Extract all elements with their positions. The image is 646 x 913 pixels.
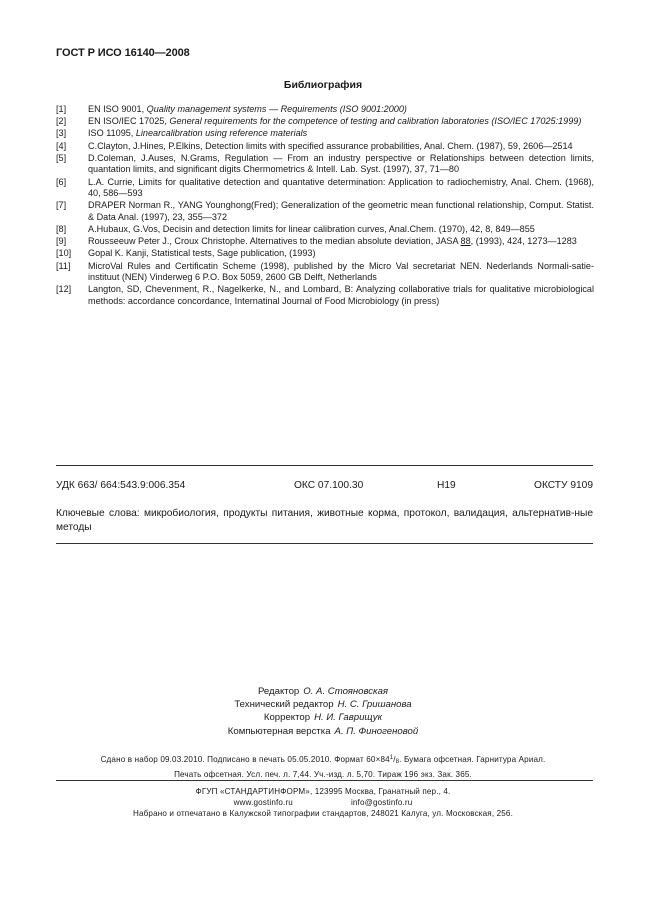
bibliography-item-text bbox=[88, 116, 594, 128]
oks-code: ОКС 07.100.30 bbox=[294, 480, 364, 491]
citation-text: EN ISO 9001, bbox=[88, 104, 147, 114]
bibliography-item-number: [2] bbox=[56, 116, 67, 127]
format-sup: 1 bbox=[389, 755, 394, 761]
citation-text: ISO 11095, bbox=[88, 128, 136, 139]
citation-text: , (1993), 424, 1273—1283 bbox=[470, 236, 577, 247]
bibliography-list bbox=[56, 104, 594, 308]
imprint-text: Сдано в набор 09.03.2010. Подписано в печать 05.05.2010. Формат 60×84 bbox=[100, 755, 390, 764]
editor-name: Н. С. Гришанова bbox=[337, 699, 412, 711]
citation-volume: 88 bbox=[460, 236, 471, 247]
bibliography-item bbox=[56, 116, 594, 128]
bibliography-item-text bbox=[88, 104, 594, 116]
bibliography-item bbox=[56, 248, 594, 260]
bibliography-item bbox=[56, 128, 594, 140]
bibliography-item-number: [8] bbox=[56, 224, 67, 235]
citation-text: D.Coleman, J.Auses, N.Grams, Regulation — From an industry perspective or Relationships between detection limits, quantation limits, and significant digits Chermometrics & Intell. Lab. Syst. (1997), 37, 71—80 bbox=[88, 152, 594, 175]
citation-text: Gopal K. Kanji, Statistical tests, Sage publication, (1993) bbox=[88, 248, 316, 259]
imprint-line-1: Сдано в набор 09.03.2010. Подписано в печать 05.05.2010. Формат $60\times 84^1/_8$. Бумага офсетная. Гарнитура Ариал. bbox=[100, 755, 546, 765]
bibliography-item bbox=[56, 141, 594, 153]
citation-text: C.Clayton, J.Hines, P.Elkins, Detection limits with specified assurance probabilities, Anal. Chem. (1987), 59, 2606—2514 bbox=[88, 140, 573, 151]
citation-text: MicroVal Rules and Certificatin Scheme (1998), published by the Micro Val secretariat NEN. Nederlands Normali-satie-instituut (NEN) Vinderweg 6 P.O. Box 5059, 2600 GB Delft, Netherlands bbox=[88, 260, 594, 283]
citation-title: Linearcalibration using reference materials bbox=[135, 128, 308, 139]
bibliography-item-number: [1] bbox=[56, 104, 67, 114]
bibliography-item-number: [12] bbox=[56, 284, 72, 295]
bibliography-item bbox=[56, 104, 594, 116]
category-code: Н19 bbox=[437, 480, 456, 491]
publisher-address: ФГУП «СТАНДАРТИНФОРМ», 123995 Москва, Гранатный пер., 4. bbox=[195, 787, 451, 796]
bibliography-item-number: [4] bbox=[56, 140, 67, 151]
bibliography-item-text bbox=[88, 200, 594, 223]
bibliography-item-number: [6] bbox=[56, 176, 67, 187]
bibliography-item-text bbox=[88, 236, 594, 248]
bibliography-item bbox=[56, 177, 594, 200]
divider-top bbox=[56, 465, 593, 466]
bibliography-item bbox=[56, 236, 594, 248]
bibliography-item bbox=[56, 153, 594, 176]
editor-row bbox=[0, 685, 646, 698]
citation-text: L.A. Currie, Limits for qualitative detection and quantative determination: Application to radiochemistry, Anal. Chem. (1968), 40, 586—593 bbox=[88, 176, 594, 199]
citation-text: A.Hubaux, G.Vos, Decisin and detection limits for linear calibration curves, Anal.Chem. (1970), 42, 8, 849—855 bbox=[88, 224, 535, 235]
citation-title: Quality management systems — Requirements (ISO 9001:2000) bbox=[146, 104, 407, 114]
bibliography-item-text bbox=[88, 284, 594, 307]
bibliography-item-text bbox=[88, 141, 594, 153]
editors-block bbox=[0, 685, 646, 738]
page-header-standard-id: ГОСТ Р ИСО 16140—2008 bbox=[56, 47, 190, 59]
publisher-contacts bbox=[0, 797, 646, 808]
bibliography-item bbox=[56, 224, 594, 236]
bibliography-item-text bbox=[88, 177, 594, 200]
imprint-text: . Бумага офсетная. Гарнитура Ариал. bbox=[399, 755, 546, 764]
bibliography-item-text bbox=[88, 261, 594, 284]
bibliography-item-text bbox=[88, 248, 594, 260]
citation-text: Rousseeuw Peter J., Croux Christophe. Alternatives to the median absolute deviation, JASA bbox=[88, 236, 461, 247]
format-sub: 8 bbox=[395, 759, 400, 765]
bibliography-item-number: [10] bbox=[56, 248, 72, 259]
editor-row bbox=[0, 711, 646, 724]
okstu-code: ОКСТУ 9109 bbox=[534, 480, 593, 491]
editor-row bbox=[0, 725, 646, 738]
citation-text: Langton, SD, Chevenment, R., Nagelkerke, N., and Lombard, B: Analyzing collaborative trials for qualitative microbiological methods: accordance concordance, Internatinal Journal of Food Microbiology (in press) bbox=[88, 284, 594, 307]
bibliography-item-text bbox=[88, 224, 594, 236]
editor-role: Компьютерная верстка bbox=[227, 725, 331, 737]
publisher-website[interactable]: www.gostinfo.ru bbox=[233, 798, 293, 807]
citation-text: DRAPER Norman R., YANG Younghong(Fred); Generalization of the geometric mean functional relationship, Comput. Statist. & Data Anal. (1997), 23, 355—372 bbox=[88, 200, 594, 222]
editor-name: Н. И. Гаврищук bbox=[314, 712, 383, 724]
editor-role: Корректор bbox=[263, 712, 311, 724]
citation-text: EN ISO/IEC 17025, bbox=[88, 116, 170, 127]
editor-role: Редактор bbox=[257, 686, 300, 697]
imprint-info bbox=[0, 752, 646, 781]
publisher-info bbox=[0, 786, 646, 819]
bibliography-item bbox=[56, 200, 594, 223]
bibliography-item bbox=[56, 261, 594, 284]
bibliography-item-text bbox=[88, 128, 594, 140]
keywords: Ключевые слова: микробиология, продукты питания, животные корма, протокол, валидация, альтернатив-ные методы bbox=[56, 508, 593, 533]
editor-row bbox=[0, 698, 646, 711]
editor-role: Технический редактор bbox=[234, 699, 334, 711]
citation-title: General requirements for the competence of testing and calibration laboratories (ISO/IEC 17025:1999) bbox=[169, 116, 582, 127]
divider-bottom bbox=[56, 543, 593, 544]
bibliography-item-number: [7] bbox=[56, 200, 67, 211]
publisher-email[interactable]: info@gostinfo.ru bbox=[350, 798, 413, 807]
bibliography-item-text bbox=[88, 153, 594, 176]
bibliography-title: Библиография bbox=[283, 79, 363, 91]
bibliography-item-number: [5] bbox=[56, 152, 67, 163]
printing-house: Набрано и отпечатано в Калужской типографии стандартов, 248021 Калуга, ул. Московская, 256. bbox=[133, 809, 513, 818]
bibliography-item-number: [11] bbox=[56, 260, 71, 271]
editor-name: А. П. Финогеновой bbox=[334, 725, 419, 737]
editor-name: О. А. Стояновская bbox=[303, 686, 389, 697]
imprint-line-2: Печать офсетная. Усл. печ. л. 7,44. Уч.-изд. л. 5,70. Тираж 196 экз. Зак. 365. bbox=[174, 769, 472, 779]
bibliography-item-number: [9] bbox=[56, 236, 67, 247]
udk-code: УДК 663/ 664:543.9:006.354 bbox=[56, 480, 186, 491]
divider-imprint bbox=[56, 780, 593, 781]
bibliography-item bbox=[56, 284, 594, 307]
bibliography-item-number: [3] bbox=[56, 128, 67, 139]
